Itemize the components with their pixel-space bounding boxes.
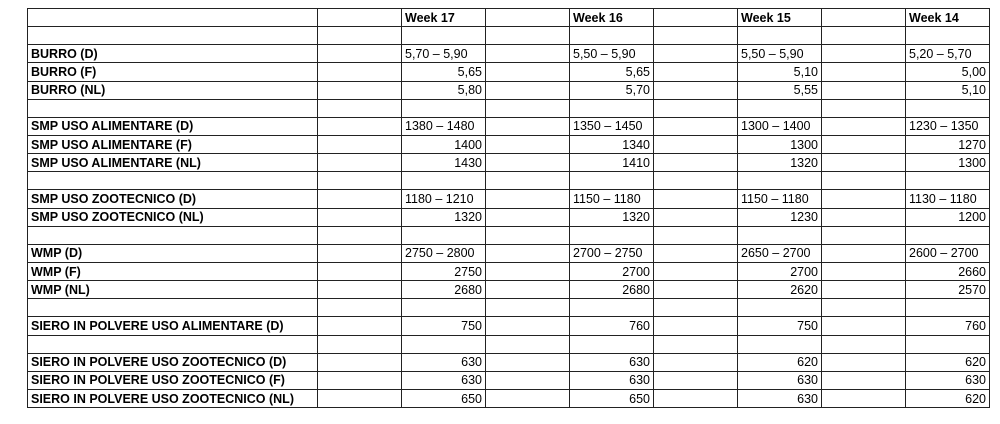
header-spacer-cell [486,9,570,27]
spacer-cell [654,281,738,299]
header-label-cell [28,9,318,27]
price-cell: 2750 – 2800 [402,244,486,262]
product-label: SMP USO ALIMENTARE (F) [28,135,318,153]
empty-cell [28,226,318,244]
price-cell: 1200 [906,208,990,226]
price-cell: 1380 – 1480 [402,117,486,135]
table-row [28,63,990,81]
empty-cell [738,335,822,353]
spacer-cell [822,154,906,172]
spacer-cell [654,353,738,371]
empty-cell [822,172,906,190]
empty-cell [822,299,906,317]
table-row [28,81,990,99]
spacer-cell [654,317,738,335]
spacer-cell [486,208,570,226]
price-cell: 1350 – 1450 [570,117,654,135]
header-row [28,9,990,27]
spacer-row [28,172,990,190]
spacer-cell [318,81,402,99]
price-cell: 5,65 [402,63,486,81]
empty-cell [318,299,402,317]
price-cell: 5,70 – 5,90 [402,45,486,63]
table-row [28,353,990,371]
spacer-cell [318,117,402,135]
price-cell: 5,55 [738,81,822,99]
spacer-cell [822,262,906,280]
product-label: WMP (D) [28,244,318,262]
spacer-cell [822,63,906,81]
spacer-cell [318,317,402,335]
spacer-cell [318,262,402,280]
empty-cell [28,99,318,117]
empty-cell [822,99,906,117]
spacer-cell [654,262,738,280]
spacer-cell [486,63,570,81]
price-cell: 630 [738,371,822,389]
empty-cell [570,226,654,244]
spacer-cell [822,353,906,371]
price-cell: 650 [570,389,654,407]
spacer-cell [486,281,570,299]
spacer-cell [318,190,402,208]
empty-cell [486,335,570,353]
price-cell: 1430 [402,154,486,172]
spacer-cell [654,135,738,153]
price-cell: 620 [738,353,822,371]
product-label: SIERO IN POLVERE USO ZOOTECNICO (NL) [28,389,318,407]
table-row [28,281,990,299]
price-cell: 760 [906,317,990,335]
price-cell: 2600 – 2700 [906,244,990,262]
price-cell: 1320 [738,154,822,172]
price-cell: 5,70 [570,81,654,99]
empty-cell [28,335,318,353]
spacer-cell [654,371,738,389]
product-label: BURRO (D) [28,45,318,63]
spacer-cell [318,244,402,262]
empty-cell [738,27,822,45]
empty-cell [738,99,822,117]
spacer-cell [486,135,570,153]
product-label: SIERO IN POLVERE USO ALIMENTARE (D) [28,317,318,335]
spacer-cell [486,81,570,99]
empty-cell [822,27,906,45]
spacer-cell [486,190,570,208]
empty-cell [906,226,990,244]
table-row [28,135,990,153]
table-row [28,208,990,226]
price-cell: 1320 [402,208,486,226]
empty-cell [486,27,570,45]
table-row [28,389,990,407]
empty-cell [486,299,570,317]
week-header: Week 17 [402,9,486,27]
price-cell: 1180 – 1210 [402,190,486,208]
price-cell: 5,50 – 5,90 [570,45,654,63]
table-row [28,117,990,135]
product-label: SIERO IN POLVERE USO ZOOTECNICO (F) [28,371,318,389]
price-cell: 2650 – 2700 [738,244,822,262]
table-row [28,45,990,63]
empty-cell [402,226,486,244]
spacer-cell [654,190,738,208]
table-row [28,190,990,208]
price-cell: 630 [402,353,486,371]
price-cell: 620 [906,389,990,407]
empty-cell [654,99,738,117]
week-header: Week 14 [906,9,990,27]
spacer-cell [654,45,738,63]
spacer-cell [654,81,738,99]
empty-cell [402,99,486,117]
empty-cell [28,172,318,190]
spacer-row [28,226,990,244]
price-cell: 1300 [738,135,822,153]
product-label: BURRO (F) [28,63,318,81]
price-cell: 2620 [738,281,822,299]
spacer-cell [822,190,906,208]
header-spacer-cell [318,9,402,27]
spacer-cell [318,353,402,371]
empty-cell [906,99,990,117]
empty-cell [570,172,654,190]
spacer-cell [318,45,402,63]
price-cell: 630 [570,371,654,389]
product-label: SMP USO ALIMENTARE (NL) [28,154,318,172]
price-cell: 1150 – 1180 [570,190,654,208]
table-row [28,244,990,262]
spacer-cell [822,389,906,407]
empty-cell [486,226,570,244]
spacer-cell [318,135,402,153]
price-cell: 1300 – 1400 [738,117,822,135]
empty-cell [402,335,486,353]
price-cell: 1320 [570,208,654,226]
spacer-cell [654,389,738,407]
product-label: WMP (NL) [28,281,318,299]
price-cell: 1130 – 1180 [906,190,990,208]
table-row [28,317,990,335]
week-header: Week 15 [738,9,822,27]
price-cell: 1300 [906,154,990,172]
product-label: WMP (F) [28,262,318,280]
spacer-cell [654,117,738,135]
spacer-cell [654,244,738,262]
price-cell: 5,20 – 5,70 [906,45,990,63]
spacer-cell [822,317,906,335]
empty-cell [906,335,990,353]
price-cell: 2700 [738,262,822,280]
price-cell: 1230 – 1350 [906,117,990,135]
empty-cell [906,172,990,190]
table-row [28,154,990,172]
spacer-cell [654,154,738,172]
price-cell: 5,10 [906,81,990,99]
price-cell: 2700 – 2750 [570,244,654,262]
empty-cell [402,172,486,190]
spacer-cell [486,244,570,262]
price-cell: 1230 [738,208,822,226]
spacer-cell [822,208,906,226]
spacer-row [28,299,990,317]
price-table [27,8,990,408]
price-cell: 5,10 [738,63,822,81]
empty-cell [28,299,318,317]
price-cell: 1340 [570,135,654,153]
price-cell: 5,65 [570,63,654,81]
spacer-cell [654,63,738,81]
empty-cell [906,27,990,45]
spacer-cell [486,389,570,407]
price-cell: 2680 [570,281,654,299]
spacer-cell [822,45,906,63]
empty-cell [654,335,738,353]
empty-cell [822,335,906,353]
price-cell: 630 [906,371,990,389]
empty-cell [486,99,570,117]
spacer-cell [318,208,402,226]
week-header: Week 16 [570,9,654,27]
empty-cell [318,99,402,117]
empty-cell [28,27,318,45]
price-cell: 2660 [906,262,990,280]
price-cell: 630 [402,371,486,389]
price-cell: 1270 [906,135,990,153]
product-label: SMP USO ZOOTECNICO (NL) [28,208,318,226]
spacer-cell [822,135,906,153]
spacer-cell [318,389,402,407]
price-cell: 620 [906,353,990,371]
product-label: BURRO (NL) [28,81,318,99]
product-label: SMP USO ZOOTECNICO (D) [28,190,318,208]
empty-cell [822,226,906,244]
spacer-cell [486,317,570,335]
spacer-cell [486,353,570,371]
spacer-cell [654,208,738,226]
header-spacer-cell [654,9,738,27]
empty-cell [906,299,990,317]
empty-cell [318,27,402,45]
empty-cell [486,172,570,190]
spacer-cell [822,117,906,135]
spacer-cell [822,81,906,99]
empty-cell [318,172,402,190]
price-cell: 630 [738,389,822,407]
price-cell: 1400 [402,135,486,153]
table-row [28,262,990,280]
empty-cell [738,226,822,244]
price-cell: 5,00 [906,63,990,81]
spacer-cell [486,371,570,389]
header-spacer-cell [822,9,906,27]
price-cell: 650 [402,389,486,407]
product-label: SMP USO ALIMENTARE (D) [28,117,318,135]
empty-cell [738,172,822,190]
spacer-cell [318,63,402,81]
product-label: SIERO IN POLVERE USO ZOOTECNICO (D) [28,353,318,371]
price-cell: 2570 [906,281,990,299]
price-cell: 760 [570,317,654,335]
spacer-cell [486,154,570,172]
price-cell: 750 [738,317,822,335]
price-cell: 2700 [570,262,654,280]
spacer-row [28,27,990,45]
spacer-cell [486,262,570,280]
spacer-cell [318,371,402,389]
price-table-body [28,9,990,408]
price-cell: 5,50 – 5,90 [738,45,822,63]
empty-cell [738,299,822,317]
spacer-cell [318,281,402,299]
empty-cell [570,99,654,117]
price-cell: 630 [570,353,654,371]
spacer-cell [822,244,906,262]
price-cell: 2680 [402,281,486,299]
price-cell: 750 [402,317,486,335]
empty-cell [570,299,654,317]
empty-cell [318,335,402,353]
price-cell: 2750 [402,262,486,280]
spacer-cell [822,371,906,389]
empty-cell [654,172,738,190]
price-cell: 1410 [570,154,654,172]
empty-cell [654,27,738,45]
empty-cell [402,27,486,45]
spacer-cell [318,154,402,172]
spacer-cell [486,117,570,135]
spacer-cell [822,281,906,299]
empty-cell [654,299,738,317]
empty-cell [570,27,654,45]
empty-cell [318,226,402,244]
price-cell: 5,80 [402,81,486,99]
empty-cell [402,299,486,317]
empty-cell [570,335,654,353]
table-row [28,371,990,389]
spacer-cell [486,45,570,63]
empty-cell [654,226,738,244]
spacer-row [28,99,990,117]
price-cell: 1150 – 1180 [738,190,822,208]
spacer-row [28,335,990,353]
